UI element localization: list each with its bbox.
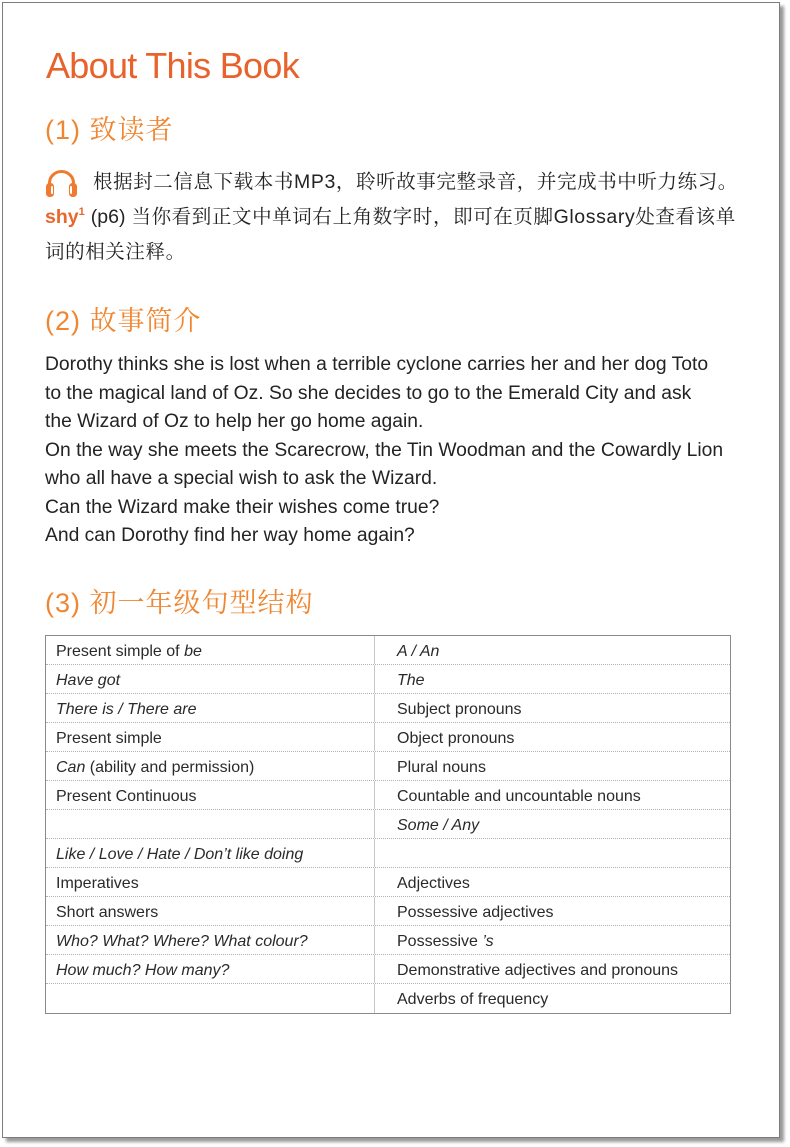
cell-text: Adverbs of frequency	[397, 991, 549, 1008]
audio-note	[45, 165, 745, 200]
table-row	[46, 839, 730, 868]
cell-text: Object pronouns	[397, 730, 515, 747]
cell-text: Subject pronouns	[397, 701, 522, 718]
table-cell-right	[375, 926, 730, 954]
synopsis-line: And can Dorothy find her way home again?	[45, 525, 415, 546]
cell-text: A / An	[397, 643, 440, 660]
table-cell-left	[46, 839, 375, 867]
story-synopsis	[45, 351, 745, 551]
table-row	[46, 810, 730, 839]
table-cell-right	[375, 839, 730, 867]
cell-text: Possessive adjectives	[397, 904, 554, 921]
table-cell-right	[375, 694, 730, 722]
table-cell-right	[375, 868, 730, 896]
table-row	[46, 665, 730, 694]
glossary-page-ref: (p6)	[90, 206, 126, 228]
headphones-icon	[45, 168, 78, 198]
table-cell-left	[46, 955, 375, 983]
cell-text: Plural nouns	[397, 759, 486, 776]
table-cell-left	[46, 694, 375, 722]
synopsis-line: Dorothy thinks she is lost when a terrible cyclone carries her and her dog Toto	[45, 354, 709, 375]
synopsis-line: On the way she meets the Scarecrow, the Tin Woodman and the Cowardly Lion	[45, 439, 724, 461]
cell-text: Present simple of	[56, 643, 185, 660]
audio-note-text: 根据封二信息下载本书MP3，聆听故事完整录音，并完成书中听力练习。	[93, 171, 738, 193]
table-row	[46, 752, 730, 781]
cell-text: be	[184, 643, 202, 660]
table-cell-right	[375, 781, 730, 809]
cell-text: (ability and permission)	[85, 759, 255, 776]
table-cell-right	[375, 636, 730, 664]
cell-text: Demonstrative adjectives and pronouns	[397, 962, 679, 979]
glossary-superscript: 1	[78, 206, 85, 218]
cell-text: The	[397, 672, 425, 689]
cell-text: Short answers	[56, 904, 159, 921]
synopsis-line: the Wizard of Oz to help her go home again.	[45, 411, 424, 432]
table-cell-left	[46, 781, 375, 809]
table-cell-left	[46, 926, 375, 954]
table-row	[46, 636, 730, 665]
cell-text: There is / There are	[56, 701, 197, 718]
cell-text: Some / Any	[397, 817, 480, 834]
section-heading-reader-notes: (1) 致读者	[45, 115, 174, 145]
table-cell-left	[46, 984, 375, 1013]
cell-text: Can	[56, 759, 86, 776]
cell-text: Present simple	[56, 730, 162, 747]
cell-text: Adjectives	[397, 875, 470, 892]
table-cell-right	[375, 955, 730, 983]
section-heading-synopsis: (2) 故事简介	[45, 306, 202, 336]
synopsis-line: Can the Wizard make their wishes come true?	[45, 496, 440, 518]
table-cell-right	[375, 897, 730, 925]
table-cell-right	[375, 665, 730, 693]
table-row	[46, 694, 730, 723]
table-cell-right	[375, 723, 730, 751]
synopsis-line: to the magical land of Oz. So she decides to go to the Emerald City and ask	[45, 382, 692, 404]
table-row	[46, 723, 730, 752]
glossary-note-text: 当你看到正文中单词右上角数字时，即可在页脚Glossary处查看该单	[131, 206, 736, 228]
table-cell-left	[46, 636, 375, 664]
cell-text: Imperatives	[56, 875, 139, 892]
table-row	[46, 984, 730, 1013]
synopsis-line: who all have a special wish to ask the Wizard.	[45, 468, 438, 489]
page-title: About This Book	[46, 45, 299, 86]
table-row	[46, 926, 730, 955]
cell-text: Who? What? Where? What colour?	[56, 933, 308, 950]
table-cell-right	[375, 810, 730, 838]
table-cell-right	[375, 752, 730, 780]
reader-notes	[45, 165, 745, 270]
table-cell-right	[375, 984, 730, 1013]
section-heading-grammar: (3) 初一年级句型结构	[45, 588, 314, 618]
table-cell-left	[46, 665, 375, 693]
glossary-note	[45, 200, 745, 235]
table-row	[46, 955, 730, 984]
cell-text: Present Continuous	[56, 788, 197, 805]
grammar-table	[45, 635, 731, 1014]
table-cell-left	[46, 897, 375, 925]
glossary-note-continued: 词的相关注释。	[45, 241, 186, 263]
glossary-example-word	[45, 206, 85, 228]
table-cell-left	[46, 723, 375, 751]
table-cell-left	[46, 752, 375, 780]
cell-text: Possessive	[397, 933, 483, 950]
table-cell-left	[46, 810, 375, 838]
cell-text: Countable and uncountable nouns	[397, 788, 641, 805]
cell-text: Have got	[56, 672, 121, 689]
cell-text: Like / Love / Hate / Don’t like doing	[56, 846, 304, 863]
table-row	[46, 897, 730, 926]
table-row	[46, 781, 730, 810]
cell-text: How much? How many?	[56, 962, 230, 979]
glossary-word: shy	[45, 206, 79, 228]
cell-text: ’s	[482, 933, 494, 950]
table-row	[46, 868, 730, 897]
table-cell-left	[46, 868, 375, 896]
